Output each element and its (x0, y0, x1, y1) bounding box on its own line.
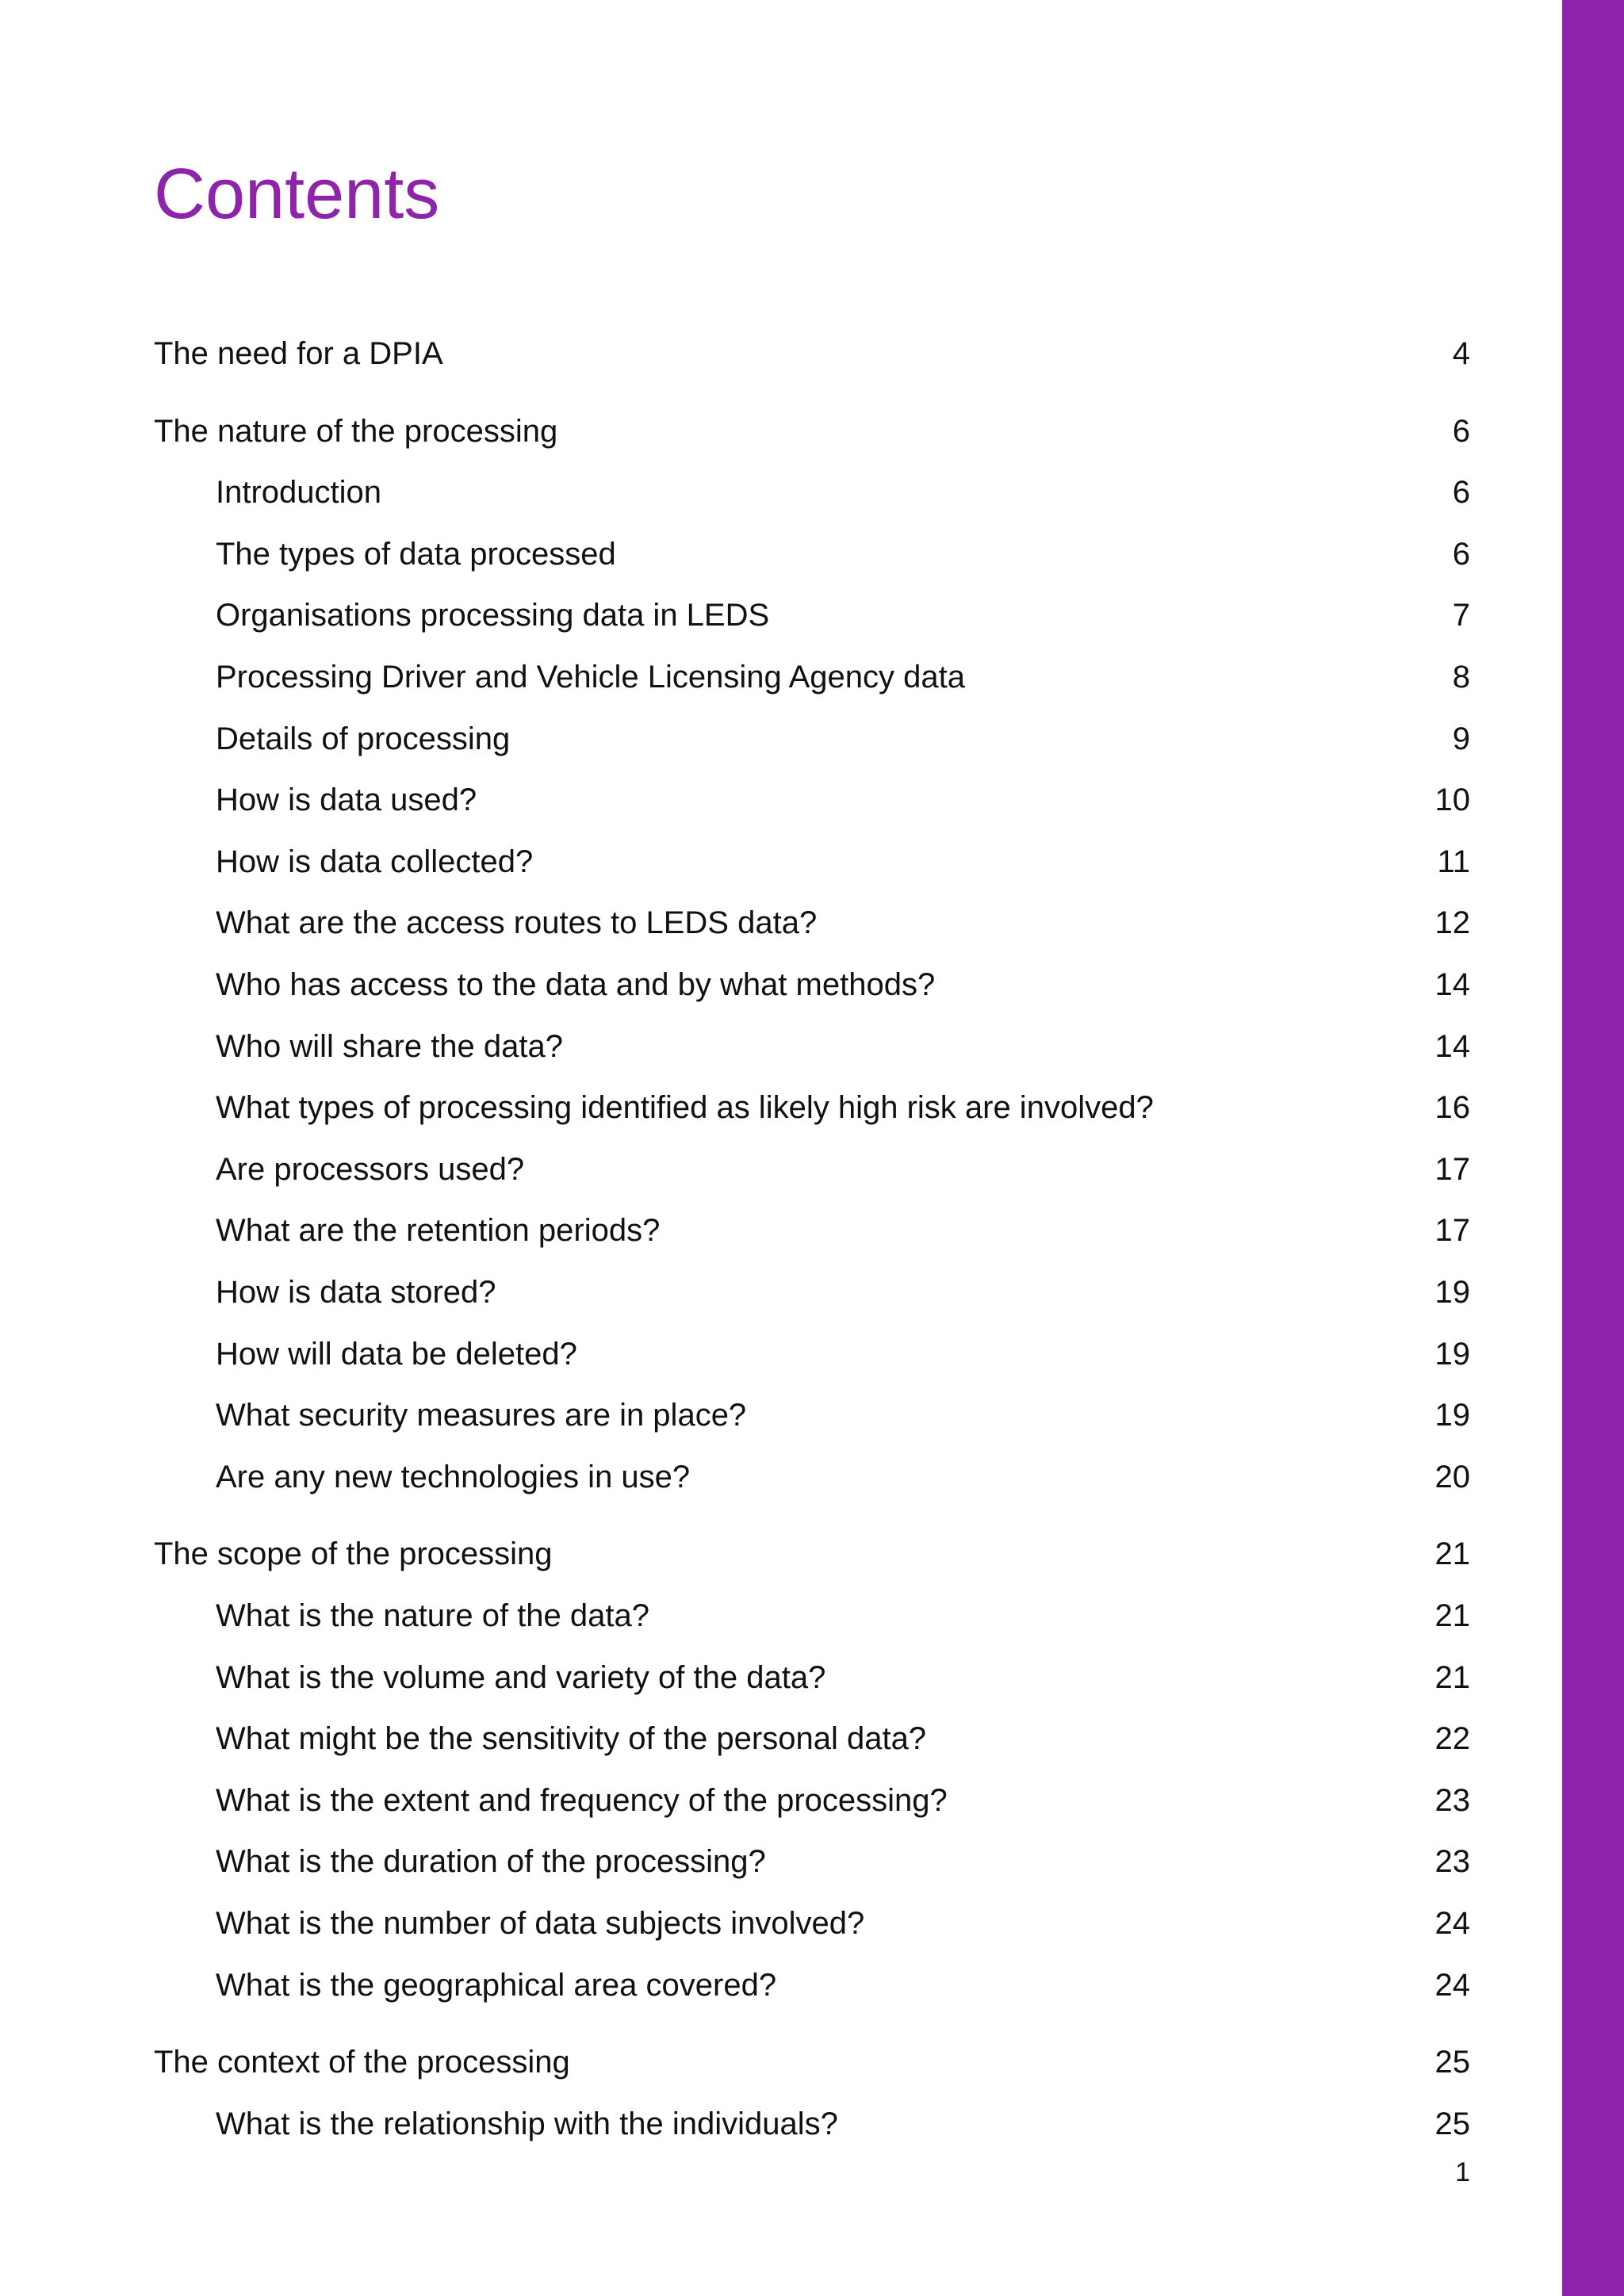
toc-entry-page: 16 (1434, 1090, 1470, 1126)
toc-entry-label: How is data collected? (216, 844, 534, 879)
toc-entry[interactable] (154, 1391, 1470, 1439)
toc-entry-label: The need for a DPIA (154, 336, 443, 371)
toc-entry-page: 23 (1434, 1782, 1470, 1818)
toc-entry[interactable] (154, 899, 1470, 947)
toc-entry-page: 23 (1434, 1844, 1470, 1880)
toc-entry-page: 19 (1434, 1336, 1470, 1372)
toc-entry-label: What types of processing identified as likely high risk are involved? (216, 1090, 1154, 1126)
page-title: Contents (154, 155, 440, 234)
table-of-contents (154, 0, 1470, 2296)
toc-entry-page: 20 (1434, 1459, 1470, 1494)
toc-entry-label: How is data stored? (216, 1275, 496, 1310)
toc-entry-label: What is the extent and frequency of the processing? (216, 1782, 948, 1818)
toc-entry-label: The types of data processed (216, 536, 616, 572)
toc-entry[interactable] (154, 591, 1470, 639)
side-accent-bar (1562, 0, 1624, 2296)
toc-entry-page: 9 (1452, 721, 1470, 756)
toc-entry[interactable] (154, 330, 1470, 377)
toc-entry[interactable] (154, 1269, 1470, 1316)
toc-entry-label: Who will share the data? (216, 1028, 564, 1064)
toc-entry-page: 25 (1434, 2106, 1470, 2141)
toc-entry-label: What security measures are in place? (216, 1398, 747, 1433)
toc-entry[interactable] (154, 1715, 1470, 1762)
toc-entry-page: 10 (1434, 783, 1470, 818)
toc-entry-label: Processing Driver and Vehicle Licensing Agency data (216, 660, 965, 695)
toc-entry[interactable] (154, 1654, 1470, 1701)
toc-entry-label: What is the relationship with the individuals? (216, 2106, 838, 2141)
toc-entry-page: 22 (1434, 1721, 1470, 1757)
toc-entry[interactable] (154, 408, 1470, 455)
toc-entry-page: 24 (1434, 1967, 1470, 2003)
toc-entry[interactable] (154, 2100, 1470, 2148)
toc-entry[interactable] (154, 469, 1470, 516)
toc-entry-page: 6 (1452, 475, 1470, 511)
toc-entry-page: 21 (1434, 1536, 1470, 1572)
toc-entry[interactable] (154, 1530, 1470, 1578)
toc-entry-page: 21 (1434, 1598, 1470, 1633)
toc-entry-label: How will data be deleted? (216, 1336, 577, 1372)
toc-entry-label: Who has access to the data and by what methods? (216, 967, 936, 1002)
toc-entry-label: Introduction (216, 475, 382, 511)
footer-page-number: 1 (1455, 2157, 1470, 2187)
toc-entry-label: What are the access routes to LEDS data? (216, 905, 818, 941)
toc-entry-page: 6 (1452, 413, 1470, 449)
toc-entry[interactable] (154, 1084, 1470, 1131)
toc-entry-page: 19 (1434, 1275, 1470, 1310)
toc-entry-page: 11 (1437, 844, 1470, 879)
toc-entry-label: Details of processing (216, 721, 511, 756)
toc-entry-page: 17 (1434, 1213, 1470, 1249)
toc-entry-page: 4 (1452, 336, 1470, 371)
toc-entry[interactable] (154, 1023, 1470, 1070)
toc-entry-page: 14 (1434, 967, 1470, 1002)
toc-entry[interactable] (154, 1207, 1470, 1254)
toc-entry-page: 19 (1434, 1398, 1470, 1433)
toc-entry[interactable] (154, 1838, 1470, 1885)
toc-entry[interactable] (154, 2038, 1470, 2086)
toc-entry[interactable] (154, 838, 1470, 886)
toc-entry[interactable] (154, 1146, 1470, 1193)
toc-entry-label: What is the geographical area covered? (216, 1967, 777, 2003)
toc-entry-label: Are processors used? (216, 1151, 525, 1187)
toc-entry[interactable] (154, 1900, 1470, 1947)
toc-entry-label: What might be the sensitivity of the personal data? (216, 1721, 927, 1757)
toc-entry-page: 12 (1434, 905, 1470, 941)
toc-entry-label: Organisations processing data in LEDS (216, 598, 770, 633)
toc-entry[interactable] (154, 1453, 1470, 1501)
toc-entry[interactable] (154, 1592, 1470, 1640)
toc-entry-label: What is the number of data subjects involved? (216, 1906, 865, 1941)
toc-entry[interactable] (154, 1777, 1470, 1824)
toc-entry-page: 21 (1434, 1659, 1470, 1695)
toc-entry[interactable] (154, 776, 1470, 824)
toc-entry[interactable] (154, 1961, 1470, 2009)
toc-entry-label: How is data used? (216, 783, 477, 818)
toc-entry-page: 14 (1434, 1028, 1470, 1064)
toc-entry-page: 8 (1452, 660, 1470, 695)
toc-entry[interactable] (154, 1330, 1470, 1378)
toc-entry[interactable] (154, 530, 1470, 578)
toc-entry-label: What is the duration of the processing? (216, 1844, 766, 1880)
toc-entry-label: The scope of the processing (154, 1536, 553, 1572)
toc-entry-label: What is the volume and variety of the data? (216, 1659, 826, 1695)
toc-entry-label: What is the nature of the data? (216, 1598, 650, 1633)
toc-entry-page: 24 (1434, 1906, 1470, 1941)
toc-entry-page: 25 (1434, 2045, 1470, 2080)
toc-entry-label: The context of the processing (154, 2045, 570, 2080)
toc-entry[interactable] (154, 653, 1470, 701)
toc-entry[interactable] (154, 961, 1470, 1008)
toc-entry-page: 17 (1434, 1151, 1470, 1187)
toc-entry-page: 7 (1452, 598, 1470, 633)
toc-entry-label: What are the retention periods? (216, 1213, 661, 1249)
toc-entry-label: The nature of the processing (154, 413, 558, 449)
toc-entry-page: 6 (1452, 536, 1470, 572)
toc-entry-label: Are any new technologies in use? (216, 1459, 691, 1494)
toc-entry[interactable] (154, 715, 1470, 763)
